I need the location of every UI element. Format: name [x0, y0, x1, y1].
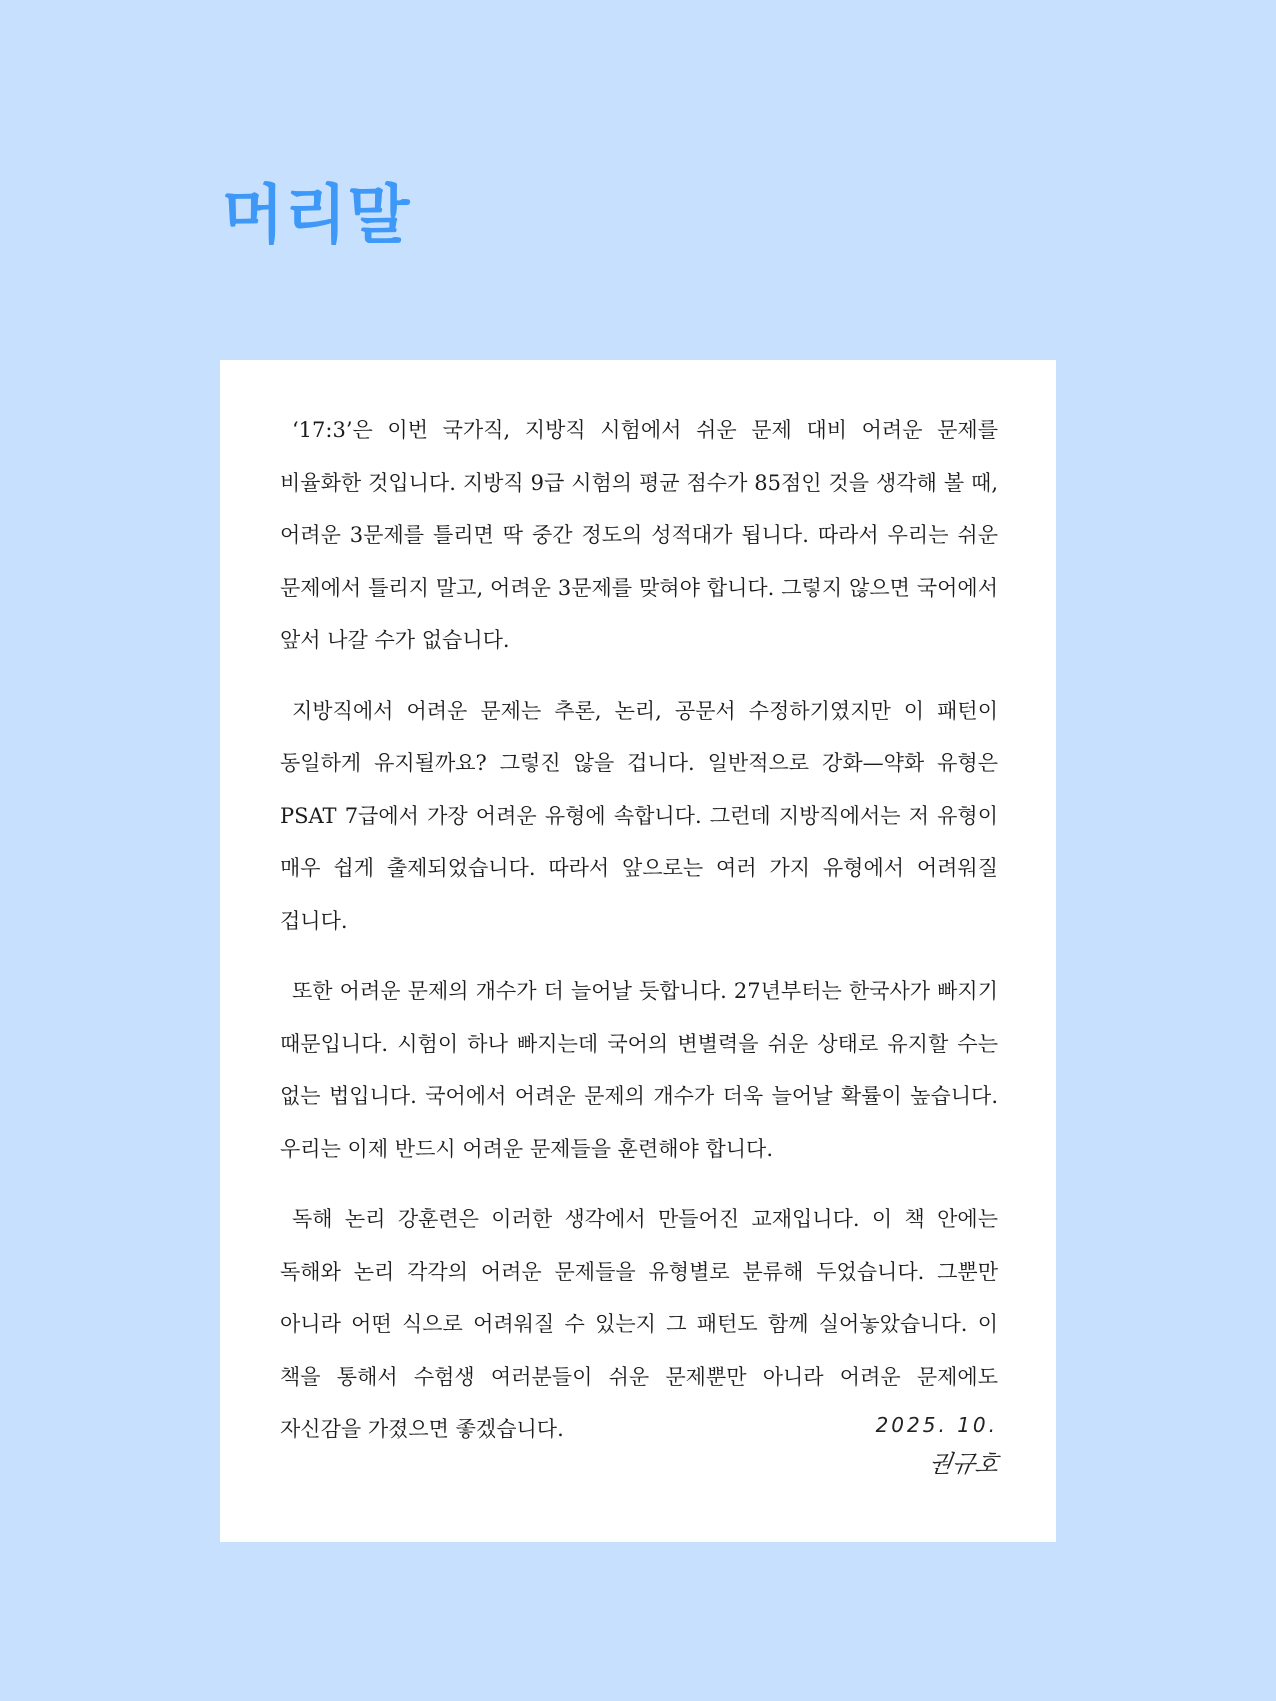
signature-name: 권규호 [926, 1450, 1000, 1478]
preface-paragraph-2: 지방직에서 어려운 문제는 추론, 논리, 공문서 수정하기였지만 이 패턴이 동일하게 유지될까요? 그렇진 않을 겁니다. 일반적으로 강화—약화 유형은 PSAT 7급에서 가장 어려운 유형에 속합니다. 그런데 지방직에서는 저 유형이 매우 쉽게 출제되었습니다. 따라서 앞으로는 여러 가지 유형에서 어려워질 겁니다. [280, 698, 998, 933]
signature-date: 2025. 10. [875, 1413, 998, 1437]
signature-block [876, 1410, 998, 1484]
preface-card [220, 360, 1056, 1542]
preface-paragraph-3: 또한 어려운 문제의 개수가 더 늘어날 듯합니다. 27년부터는 한국사가 빠지기 때문입니다. 시험이 하나 빠지는데 국어의 변별력을 쉬운 상태로 유지할 수는 없는 법입니다. 국어에서 어려운 문제의 개수가 더욱 늘어날 확률이 높습니다. 우리는 이제 반드시 어려운 문제들을 훈련해야 합니다. [280, 979, 998, 1161]
preface-paragraph-4: 독해 논리 강훈련은 이러한 생각에서 만들어진 교재입니다. 이 책 안에는 독해와 논리 각각의 어려운 문제들을 유형별로 분류해 두었습니다. 그뿐만 아니라 어떤 식으로 어려워질 수 있는지 그 패턴도 함께 실어놓았습니다. 이 책을 통해서 수험생 여러분들이 쉬운 문제뿐만 아니라 어려운 문제에도 자신감을 가졌으면 좋겠습니다. [280, 1207, 998, 1441]
preface-paragraph-1: ‘17:3’은 이번 국가직, 지방직 시험에서 쉬운 문제 대비 어려운 문제를 비율화한 것입니다. 지방직 9급 시험의 평균 점수가 85점인 것을 생각해 볼 때, 어려운 3문제를 틀리면 딱 중간 정도의 성적대가 됩니다. 따라서 우리는 쉬운 문제에서 틀리지 말고, 어려운 3문제를 맞혀야 합니다. 그렇지 않으면 국어에서 앞서 나갈 수가 없습니다. [280, 418, 998, 652]
page-title: 머리말 [222, 179, 411, 253]
